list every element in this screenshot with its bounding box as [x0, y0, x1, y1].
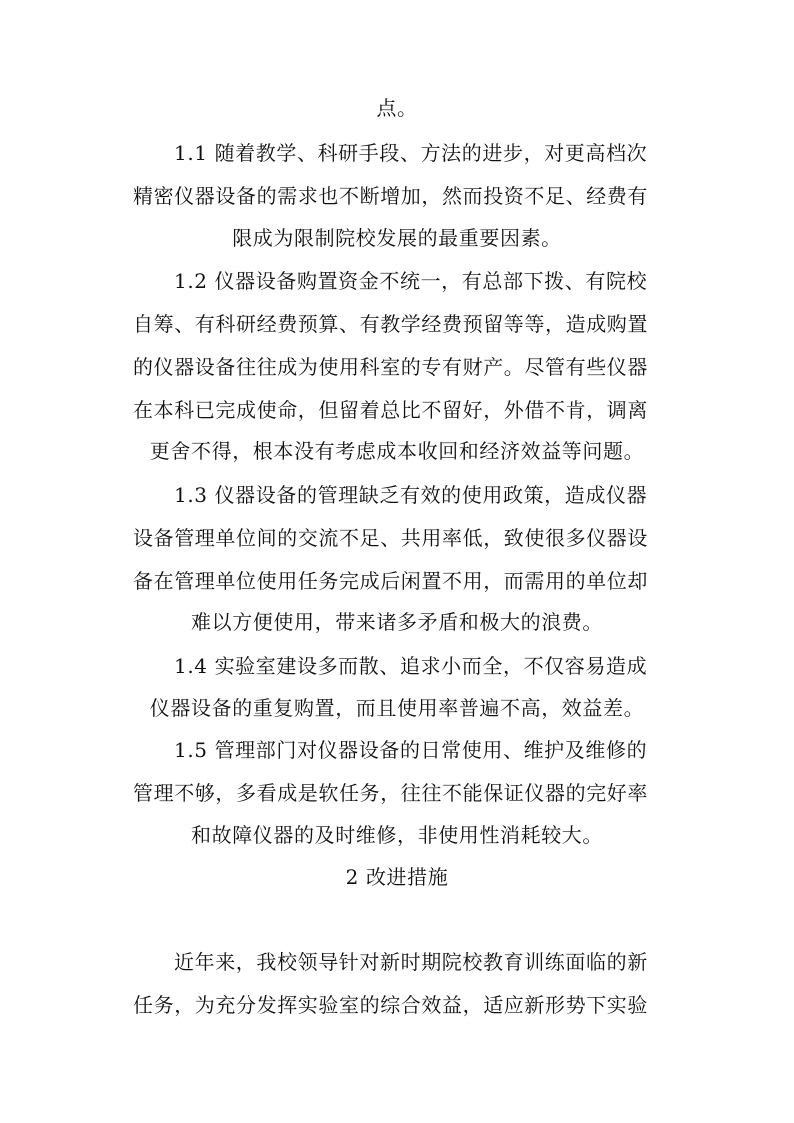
text-line: 1.5 管理部门对仪器设备的日常使用、维护及维修的 [174, 738, 648, 762]
text-line: 1.4 实验室建设多而散、追求小而全，不仅容易造成 [174, 654, 648, 678]
text-line: 的仪器设备往往成为使用科室的专有财产。尽管有些仪器 [133, 355, 648, 379]
text-line: 1.1 随着教学、科研手段、方法的进步，对更高档次 [174, 141, 648, 165]
text-line: 自筹、有科研经费预算、有教学经费预留等等，造成购置 [133, 312, 648, 336]
text-line: 难以方便使用，带来诸多矛盾和极大的浪费。 [191, 610, 603, 634]
section-heading: 2 改进措施 [345, 865, 449, 889]
text-line: 备在管理单位使用任务完成后闲置不用，而需用的单位却 [133, 569, 648, 593]
text-line: 近年来，我校领导针对新时期院校教育训练面临的新 [174, 950, 648, 974]
text-line: 管理不够，多看成是软任务，往往不能保证仪器的完好率 [133, 781, 648, 805]
text-line: 在本科已完成使命，但留着总比不留好，外借不肯，调离 [133, 398, 648, 422]
text-line: 1.3 仪器设备的管理缺乏有效的使用政策，造成仪器 [174, 483, 648, 507]
text-line: 和故障仪器的及时维修，非使用性消耗较大。 [191, 823, 603, 847]
text-line: 仪器设备的重复购置，而且使用率普遍不高，效益差。 [149, 696, 645, 720]
text-line: 1.2 仪器设备购置资金不统一，有总部下拨、有院校 [174, 269, 648, 293]
text-line: 点。 [376, 96, 418, 120]
text-line: 设备管理单位间的交流不足、共用率低，致使很多仪器设 [133, 526, 648, 550]
text-line: 任务，为充分发挥实验室的综合效益，适应新形势下实验 [133, 993, 648, 1017]
text-line: 更舍不得，根本没有考虑成本收回和经济效益等问题。 [149, 439, 645, 463]
text-line: 限成为限制院校发展的最重要因素。 [232, 226, 562, 250]
text-line: 精密仪器设备的需求也不断增加，然而投资不足、经费有 [133, 184, 648, 208]
